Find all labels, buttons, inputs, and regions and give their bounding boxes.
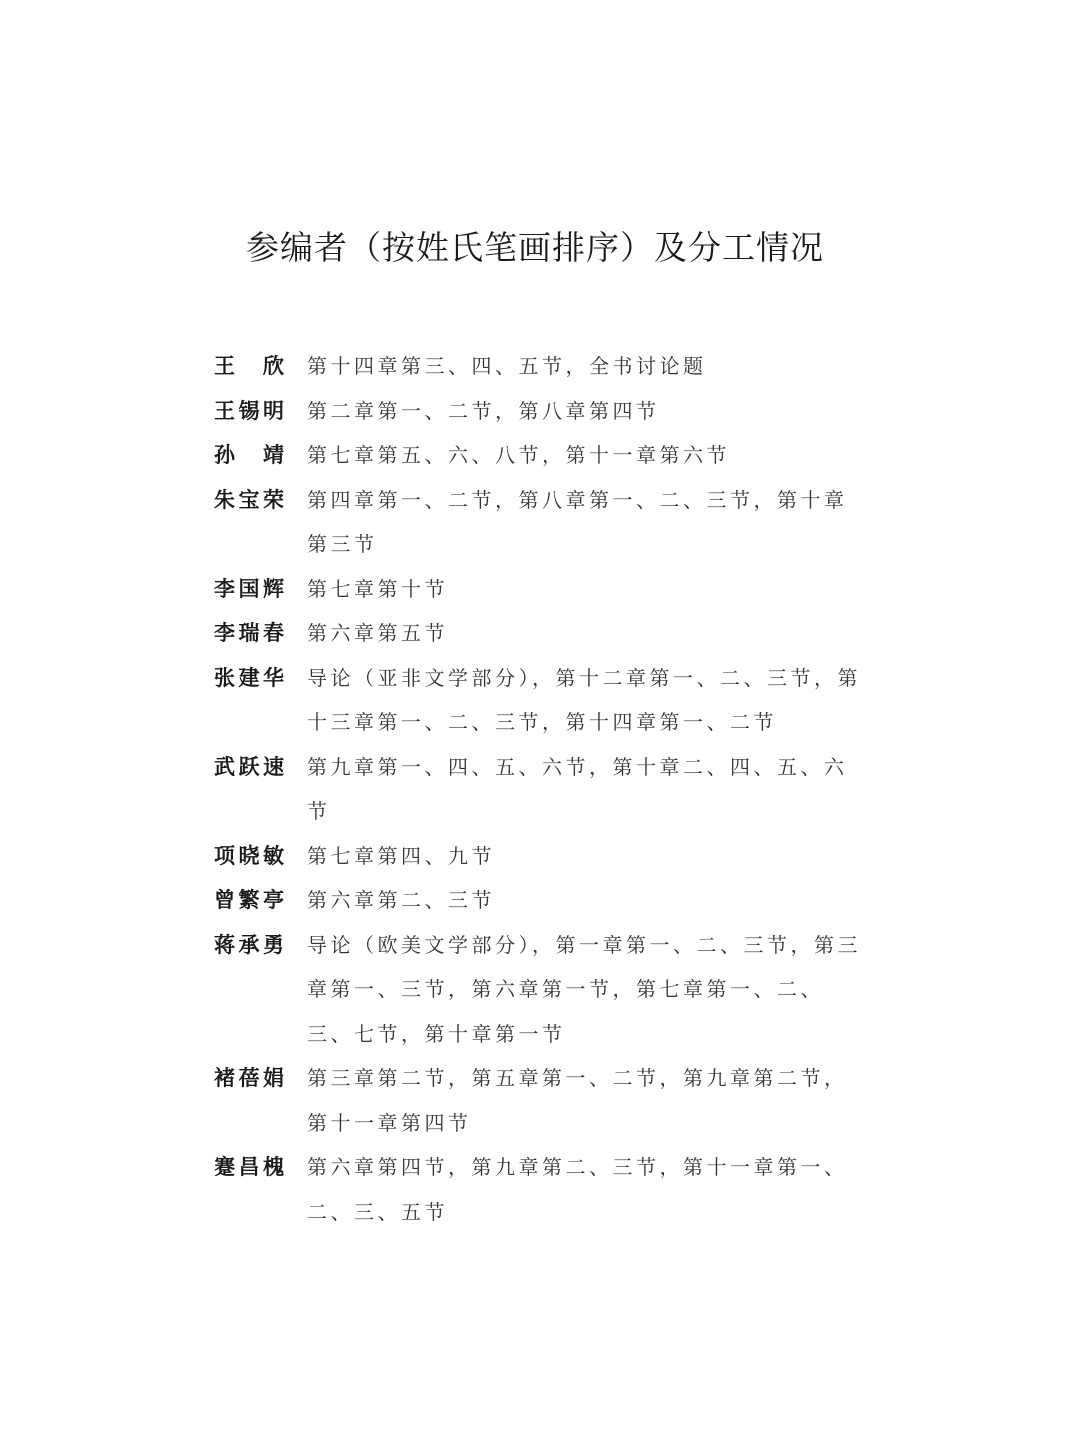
contributor-name: 张建华 bbox=[214, 665, 284, 690]
contributor-list bbox=[214, 344, 864, 1234]
contributor-sections: 第十四章第三、四、五节，全书讨论题 bbox=[307, 354, 707, 378]
contributor-entry bbox=[214, 478, 864, 567]
contributor-sections: 第六章第五节 bbox=[307, 621, 448, 645]
contributor-name: 曾繁亭 bbox=[214, 888, 284, 912]
contributor-entry bbox=[214, 834, 864, 879]
contributor-name: 蒋承勇 bbox=[214, 932, 284, 957]
contributor-sections: 第六章第二、三节 bbox=[307, 888, 495, 912]
contributor-entry bbox=[214, 745, 864, 834]
contributor-name: 王 欣 bbox=[214, 354, 284, 378]
contributor-entry bbox=[214, 878, 864, 923]
contributor-sections: 第二章第一、二节，第八章第四节 bbox=[307, 398, 660, 423]
contributor-name: 王锡明 bbox=[214, 398, 284, 423]
contributor-entry bbox=[214, 656, 864, 745]
contributor-entry bbox=[214, 1145, 864, 1234]
contributor-sections: 第九章第一、四、五、六节，第十章二、四、五、六节 bbox=[307, 754, 848, 823]
contributor-name: 孙 靖 bbox=[214, 443, 284, 467]
contributor-entry bbox=[214, 433, 864, 478]
contributor-entry bbox=[214, 923, 864, 1057]
contributor-name: 项晓敏 bbox=[214, 843, 284, 868]
contributor-sections: 第四章第一、二节，第八章第一、二、三节，第十章第三节 bbox=[307, 487, 848, 556]
contributor-name: 朱宝荣 bbox=[214, 487, 284, 512]
contributor-name: 李国辉 bbox=[214, 576, 284, 601]
contributor-entry bbox=[214, 389, 864, 434]
contributor-sections: 第七章第四、九节 bbox=[307, 843, 495, 868]
contributor-name: 武跃速 bbox=[214, 754, 284, 779]
contributor-entry bbox=[214, 567, 864, 612]
contributor-name: 蹇昌槐 bbox=[214, 1155, 284, 1179]
contributor-sections: 第六章第四节，第九章第二、三节，第十一章第一、二、三、五节 bbox=[307, 1155, 848, 1224]
contributor-entry bbox=[214, 1056, 864, 1145]
contributor-sections: 第三章第二节，第五章第一、二节，第九章第二节，第十一章第四节 bbox=[307, 1066, 848, 1135]
contributor-sections: 第七章第五、六、八节，第十一章第六节 bbox=[307, 443, 730, 467]
contributor-entry bbox=[214, 611, 864, 656]
contributor-sections: 第七章第十节 bbox=[307, 576, 448, 601]
page-title: 参编者（按姓氏笔画排序）及分工情况 bbox=[246, 228, 824, 267]
contributor-entry bbox=[214, 344, 864, 389]
contributor-name: 褚蓓娟 bbox=[214, 1066, 284, 1090]
contributor-sections: 导论（欧美文学部分），第一章第一、二、三节，第三章第一、三节，第六章第一节，第七章第一、二、三、七节，第十章第一节 bbox=[307, 932, 861, 1046]
contributor-sections: 导论（亚非文学部分），第十二章第一、二、三节，第十三章第一、二、三节，第十四章第一、二节 bbox=[307, 665, 861, 734]
contributor-name: 李瑞春 bbox=[214, 621, 284, 645]
